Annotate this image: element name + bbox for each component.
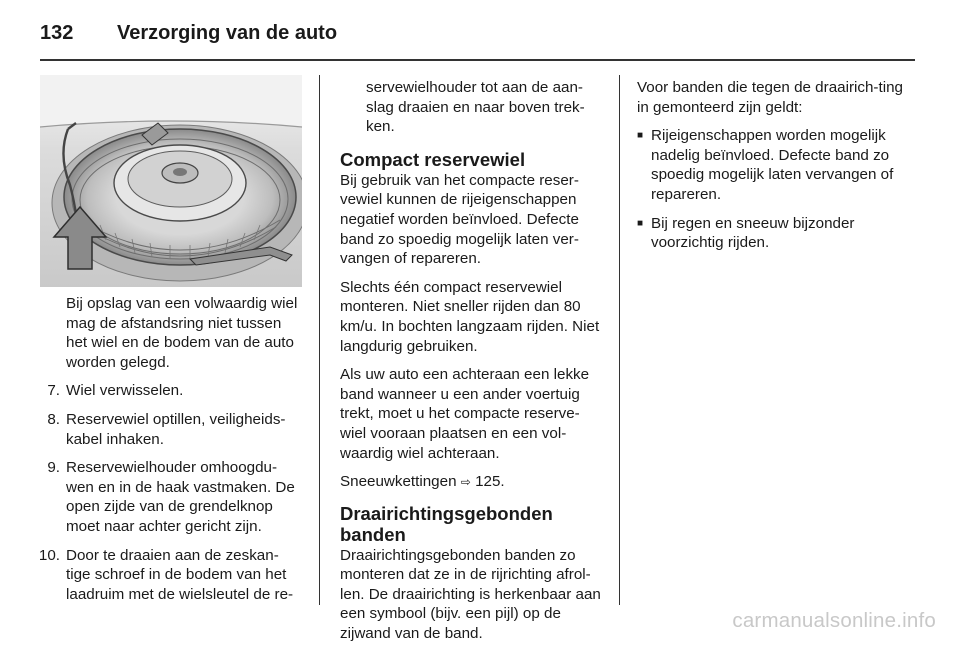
step-text: Wiel verwisselen. [66,382,184,400]
step-text: Reservewielhouder omhoogdu-wen en in de haak vastmaken. De open zijde van de grendelknop moet naar achter gericht zijn. [66,459,295,535]
column-1 [40,294,302,613]
header-rule [40,59,915,61]
step-number: 10. [38,546,60,564]
step-continuation: servewielhouder tot aan de aan-slag draaien en naar boven trek-ken. [366,79,585,136]
spare-wheel-illustration [40,75,302,287]
paragraph: Bij gebruik van het compacte reser-vewiel kunnen de rijeigenschappen negatief worden beïnvloed. Defecte band zo spoedig mogelijk laten ver-vangen of repareren. [340,171,579,268]
instruction-steps [40,381,302,604]
list-item [637,214,912,253]
spare-wheel-drawing [40,75,302,287]
bullet-text: Bij regen en sneeuw bijzonder voorzichtig rijden. [651,214,855,252]
page-header [40,18,915,58]
snow-chains-reference [340,472,602,493]
paragraph: Voor banden die tegen de draairich-ting in gemonteerd zijn geldt: [637,79,903,116]
bullet-square-icon: ■ [637,217,644,229]
column-divider-left [319,75,320,605]
bullet-list [637,126,912,253]
snow-chains-label: Sneeuwkettingen [340,473,457,491]
watermark: carmanualsonline.info [732,609,936,632]
paragraph: Slechts één compact reservewiel monteren. Niet sneller rijden dan 80 km/u. In bochten langzaam rijden. Niet langdurig gebruiken. [340,278,600,355]
compact-spare-heading: Compact reservewiel [340,148,526,170]
list-item [637,126,912,204]
step-number: 9. [47,459,60,477]
list-item [40,381,302,401]
column-divider-right [619,75,620,605]
list-item [40,410,302,449]
snow-chains-page-link[interactable]: 125. [475,473,505,491]
page-title: Verzorging van de auto [117,22,338,44]
directional-tyres-heading: Draairichtingsgebonden banden [340,502,553,545]
bullet-text: Rijeigenschappen worden mogelijk nadelig beïnvloed. Defecte band zo spoedig mogelijk laten vervangen of repareren. [651,127,894,203]
list-item [40,458,302,536]
paragraph: Als uw auto een achteraan een lekke band wanneer u een ander voertuig trekt, moet u het compacte reserve-wiel vooraan plaatsen en een vol-waardig wiel achteraan. [340,366,590,462]
bullet-square-icon: ■ [637,130,644,142]
column-3 [637,78,912,262]
list-item [40,546,302,605]
page-number: 132 [40,22,74,44]
step-number: 7. [47,382,60,400]
step-text: Reservewiel optillen, veiligheids-kabel inhaken. [66,410,286,448]
paragraph: Draairichtingsgebonden banden zo monteren dat ze in de rijrichting afrol-len. De draairichting is herkenbaar aan een symbool (bijv. een pijl) op de zijwand van de band. [340,546,601,643]
step-number: 8. [47,410,60,428]
page-reference-arrow-icon: ⇨ [460,475,471,490]
figure-caption: Bij opslag van een volwaardig wiel mag de afstandsring niet tussen het wiel en de bodem van de auto worden gelegd. [66,295,298,371]
step-text: Door te draaien aan de zeskan-tige schroef in de bodem van het laadruim met de wielsleutel de re- [66,546,294,603]
column-2 [340,78,602,653]
